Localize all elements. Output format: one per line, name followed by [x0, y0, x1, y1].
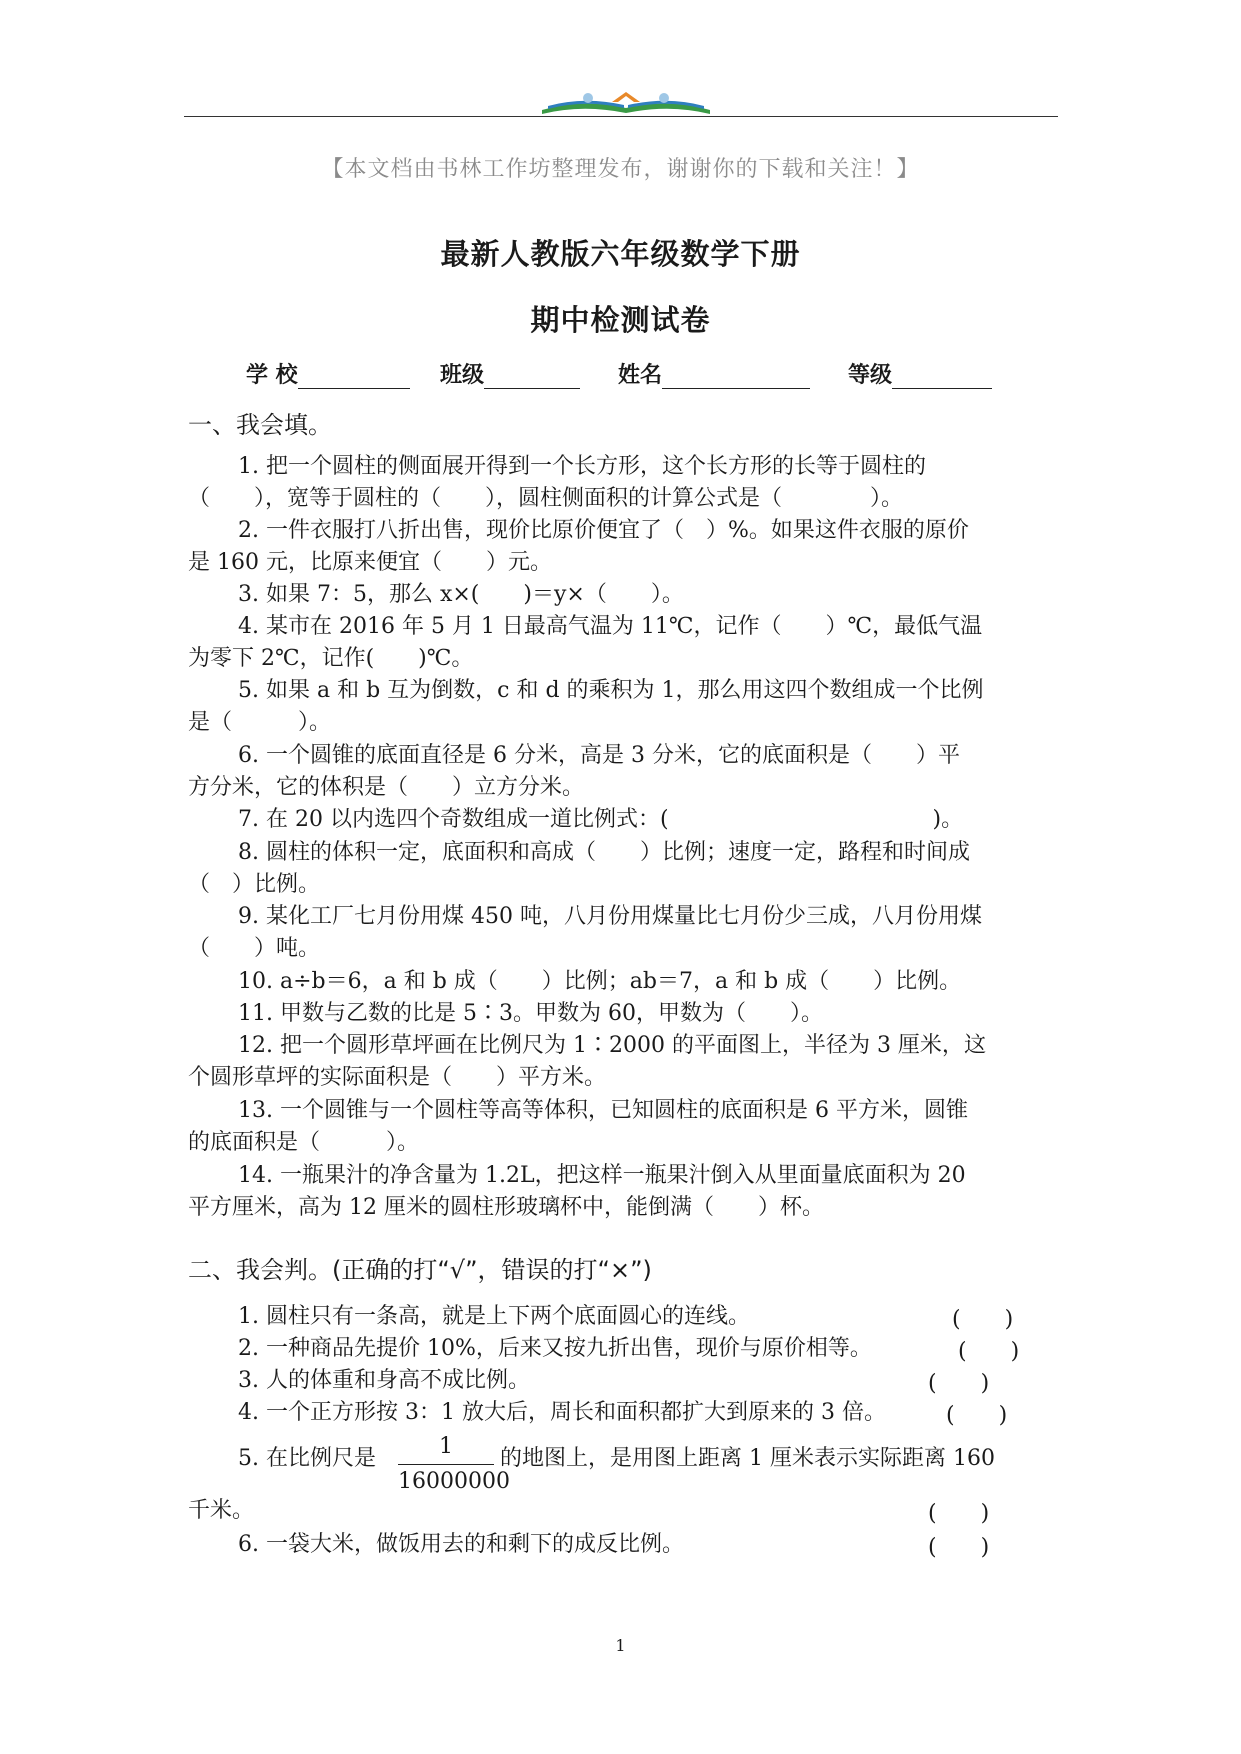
name-field[interactable] — [618, 358, 810, 389]
judge-item-5-line2: 千米。 — [188, 1498, 255, 1523]
page-subtitle: 期中检测试卷 — [530, 303, 711, 337]
grade-field[interactable] — [848, 358, 992, 389]
school-label: 学 校 — [246, 363, 298, 388]
fraction-denominator: 16000000 — [398, 1469, 510, 1494]
judge-item: 6. 一袋大米，做饭用去的和剩下的成反比例。 — [238, 1532, 684, 1557]
s1-line: 3. 如果 7：5，那么 x×( )＝y×（ ）。 — [238, 582, 684, 607]
grade-blank[interactable] — [892, 364, 992, 389]
judge-item-5-prefix: 5. 在比例尺是 — [238, 1446, 376, 1471]
header-rule — [184, 116, 1058, 117]
answer-paren[interactable]: ( ) — [928, 1371, 990, 1396]
section2-heading: 二、我会判。(正确的打“√”，错误的打“×”) — [188, 1256, 652, 1284]
answer-paren[interactable]: ( ) — [952, 1307, 1014, 1332]
answer-paren[interactable]: ( ) — [958, 1339, 1020, 1364]
s1-line: 10. a÷b＝6，a 和 b 成（ ）比例；ab＝7，a 和 b 成（ ）比例。 — [238, 969, 962, 994]
s1-line: 平方厘米，高为 12 厘米的圆柱形玻璃杯中，能倒满（ ）杯。 — [188, 1195, 824, 1220]
judge-item: 3. 人的体重和身高不成比例。 — [238, 1368, 530, 1393]
s1-line: 4. 某市在 2016 年 5 月 1 日最高气温为 11℃，记作（ ）℃，最低气温 — [238, 614, 983, 639]
answer-paren[interactable]: ( ) — [928, 1535, 990, 1560]
s1-line: 5. 如果 a 和 b 互为倒数，c 和 d 的乘积为 1，那么用这四个数组成一个比例 — [238, 678, 984, 703]
grade-label: 等级 — [848, 363, 893, 388]
name-label: 姓名 — [618, 363, 663, 388]
s1-line: 7. 在 20 以内选四个奇数组成一道比例式：( )。 — [238, 807, 964, 832]
judge-item: 4. 一个正方形按 3：1 放大后，周长和面积都扩大到原来的 3 倍。 — [238, 1400, 886, 1425]
student-info-row — [246, 358, 1006, 392]
judge-item: 2. 一种商品先提价 10%，后来又按九折出售，现价与原价相等。 — [238, 1336, 872, 1361]
s1-line: 8. 圆柱的体积一定，底面积和高成（ ）比例；速度一定，路程和时间成 — [238, 840, 970, 865]
fraction-bar — [398, 1464, 494, 1465]
class-blank[interactable] — [484, 364, 580, 389]
class-field[interactable] — [440, 358, 580, 389]
judge-item-5-suffix: 的地图上，是用图上距离 1 厘米表示实际距离 160 — [500, 1446, 995, 1471]
fraction-numerator: 1 — [439, 1434, 453, 1459]
logo-icon — [538, 88, 714, 116]
download-notice: 【本文档由书林工作坊整理发布，谢谢你的下载和关注！】 — [321, 157, 920, 182]
s1-line: 是 160 元，比原来便宜（ ）元。 — [188, 550, 552, 575]
page-number: 1 — [615, 1636, 626, 1655]
judge-item: 1. 圆柱只有一条高，就是上下两个底面圆心的连线。 — [238, 1304, 750, 1329]
name-blank[interactable] — [662, 364, 810, 389]
school-field[interactable] — [246, 358, 410, 389]
s1-line: （ ），宽等于圆柱的（ ），圆柱侧面积的计算公式是（ ）。 — [188, 486, 904, 511]
s1-line: 6. 一个圆锥的底面直径是 6 分米，高是 3 分米，它的底面积是（ ）平 — [238, 743, 960, 768]
s1-line: 为零下 2℃，记作( )℃。 — [188, 646, 474, 671]
s1-line: 13. 一个圆锥与一个圆柱等高等体积，已知圆柱的底面积是 6 平方米，圆锥 — [238, 1098, 968, 1123]
s1-line: 9. 某化工厂七月份用煤 450 吨，八月份用煤量比七月份少三成，八月份用煤 — [238, 904, 982, 929]
s1-line: 方分米，它的体积是（ ）立方分米。 — [188, 775, 585, 800]
page-title: 最新人教版六年级数学下册 — [440, 237, 801, 271]
s1-line: 的底面积是（ ）。 — [188, 1130, 420, 1155]
s1-line: 11. 甲数与乙数的比是 5∶3。甲数为 60，甲数为（ ）。 — [238, 1001, 823, 1026]
answer-paren[interactable]: ( ) — [946, 1403, 1008, 1428]
s1-line: （ ）比例。 — [188, 872, 321, 897]
school-blank[interactable] — [298, 364, 410, 389]
s1-line: 2. 一件衣服打八折出售，现价比原价便宜了（ ）%。如果这件衣服的原价 — [238, 518, 969, 543]
s1-line: 14. 一瓶果汁的净含量为 1.2L，把这样一瓶果汁倒入从里面量底面积为 20 — [238, 1163, 966, 1188]
s1-line: 个圆形草坪的实际面积是（ ）平方米。 — [188, 1065, 607, 1090]
class-label: 班级 — [440, 363, 485, 388]
s1-line: （ ）吨。 — [188, 936, 321, 961]
s1-line: 1. 把一个圆柱的侧面展开得到一个长方形，这个长方形的长等于圆柱的 — [238, 454, 926, 479]
s1-line: 是（ ）。 — [188, 710, 332, 735]
answer-paren[interactable]: ( ) — [928, 1501, 990, 1526]
section1-heading: 一、我会填。 — [188, 411, 332, 439]
scale-fraction — [398, 1432, 510, 1497]
s1-line: 12. 把一个圆形草坪画在比例尺为 1∶2000 的平面图上，半径为 3 厘米，这 — [238, 1033, 986, 1058]
